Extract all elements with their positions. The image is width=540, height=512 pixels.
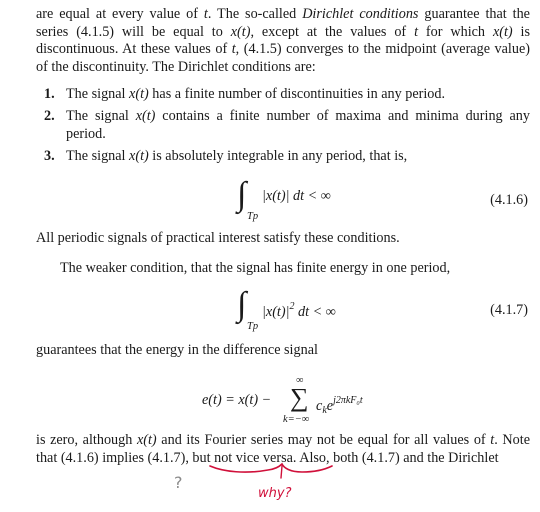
summation-sign: ∑: [290, 383, 309, 412]
text-run: , except at the values of: [250, 23, 415, 40]
math-var: t: [231, 41, 236, 58]
text-run: is discontinuous. At these values of: [36, 23, 531, 58]
integral-subscript: Tp: [247, 211, 259, 222]
equation-number: (4.1.7): [490, 302, 528, 318]
integral-subscript: Tp: [247, 321, 259, 332]
math-var: t: [414, 23, 419, 40]
equation-difference-signal: [0, 366, 540, 426]
handwritten-question-mark: ?: [174, 473, 183, 492]
integral-sign: ∫: [237, 176, 247, 213]
equation-4-1-6: [0, 178, 540, 222]
text-run: guarantee that the series (4.1.5) will be equal to: [36, 6, 530, 40]
paragraph-fourier-series-note: is zero, although x(t) and its Fourier series may not be equal for all values of t. Note that (4.1.6) implies (4.1.7), but not vice versa. Also, both (4.1.7) and the Dirichlet: [36, 432, 530, 466]
math-var: x(t): [492, 23, 513, 40]
list-number: 2.: [44, 108, 55, 124]
list-number: 1.: [44, 86, 55, 102]
equation-expression: $|x(t)|^2$ dt < ∞: [262, 301, 336, 320]
equation-4-1-7: [0, 288, 540, 332]
equation-expression: |x(t)| dt < ∞: [262, 188, 331, 204]
math-var: t: [203, 6, 208, 22]
text-run: for which: [418, 23, 493, 40]
sum-lower-limit: k=−∞: [283, 414, 310, 425]
paragraph-dirichlet-intro: [36, 6, 530, 76]
sum-upper-limit: ∞: [296, 375, 304, 386]
text-run: . The so-called: [207, 6, 303, 22]
condition-text: The signal x(t) contains a finite number of maxima and minima during any period.: [66, 108, 530, 142]
condition-text: The signal x(t) has a finite number of discontinuities in any period.: [66, 86, 446, 102]
text-run: , (4.1.5) converges to the midpoint (average value) of the discontinuity. The Dirichlet conditions are:: [36, 41, 530, 75]
paragraph-weaker-condition: The weaker condition, that the signal has finite energy in one period,: [60, 260, 451, 276]
equation-number: (4.1.6): [490, 192, 528, 208]
condition-text: The signal x(t) is absolutely integrable in any period, that is,: [66, 148, 408, 164]
integral-sign: ∫: [237, 286, 247, 323]
text-run: are equal at every value of: [36, 6, 204, 22]
math-var: x(t): [230, 23, 251, 40]
summation-term: $c_ke^{j2\pi kF_0t}$: [316, 395, 363, 416]
handwritten-why-note: why?: [258, 486, 292, 501]
paragraph-practical-signals: All periodic signals of practical interest satisfy these conditions.: [36, 230, 400, 246]
paragraph-difference-signal: guarantees that the energy in the difference signal: [36, 342, 318, 358]
list-number: 3.: [44, 148, 55, 164]
equation-lhs: e(t) = x(t) −: [202, 392, 272, 408]
term-dirichlet-conditions: Dirichlet conditions: [302, 6, 419, 22]
